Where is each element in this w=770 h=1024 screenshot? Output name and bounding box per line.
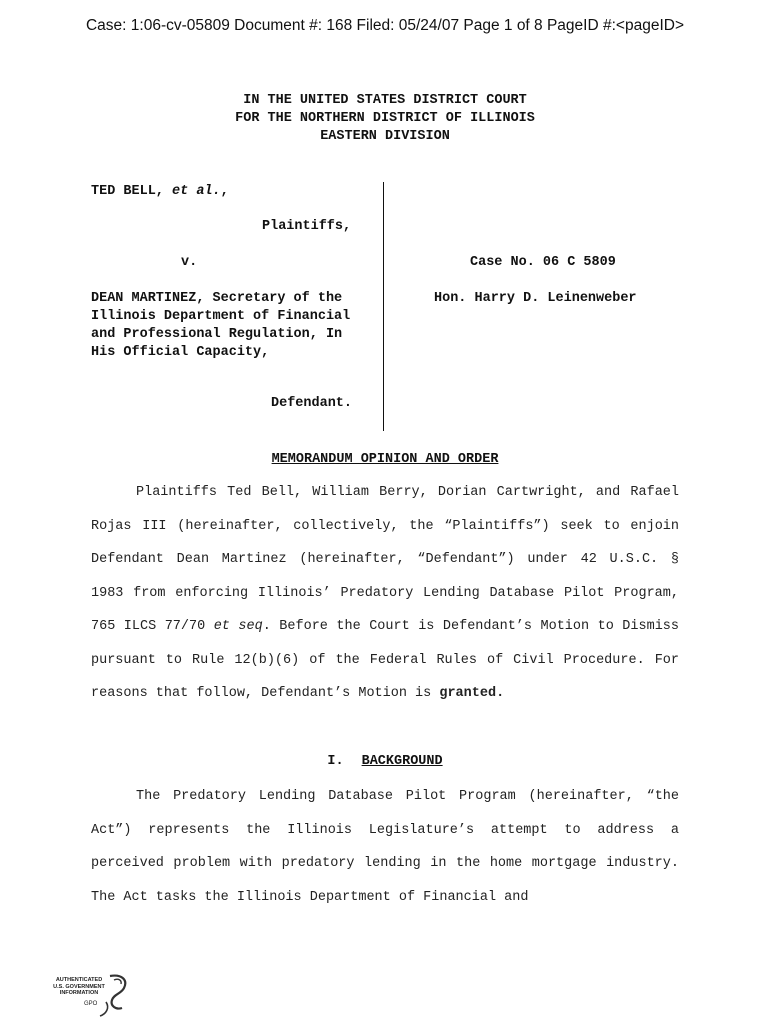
plaintiff-party <box>91 184 229 199</box>
gpo-line-3: INFORMATION <box>59 990 99 996</box>
para1-text-a: Plaintiffs Ted Bell, William Berry, Dorian Cartwright, and Rafael Rojas III (hereinafter, collectively, the “Plaintiffs”) seek to enjoin Defendant Dean Martinez (hereinafter, “Defendant”) under 42 U.S.C. § 1983 from enforcing Illinois’ Predatory Lending Database Pilot Program, 765 ILCS 77/70 <box>91 485 679 634</box>
plaintiffs-label: Plaintiffs, <box>262 219 352 234</box>
para1-text-b: . Before the Court is Defendant’s Motion to Dismiss pursuant to Rule 12(b)(6) of the Federal Rules of Civil Procedure. For reasons that follow, Defendant’s Motion is <box>91 619 679 701</box>
gpo-line-1: AUTHENTICATED <box>55 977 103 983</box>
plaintiff-comma: , <box>220 184 229 199</box>
versus-label: v. <box>181 255 198 270</box>
paragraph-intro <box>91 476 679 711</box>
defendant-party: DEAN MARTINEZ, Secretary of the Illinois Department of Financial and Professional Regulation, In His Official Capacity, <box>91 291 351 360</box>
section-heading <box>0 754 770 769</box>
gpo-authentication-text <box>44 977 114 997</box>
gpo-line-2: U.S. GOVERNMENT <box>53 983 105 990</box>
caption-divider <box>383 182 384 431</box>
para1-granted: granted. <box>439 686 505 701</box>
section-number: I. <box>327 754 344 769</box>
gpo-mark: GPO <box>84 1001 98 1007</box>
plaintiff-etal: et al. <box>172 184 221 199</box>
court-line-2: FOR THE NORTHERN DISTRICT OF ILLINOIS <box>235 111 535 126</box>
judge-name: Hon. Harry D. Leinenweber <box>434 291 637 306</box>
opinion-title: MEMORANDUM OPINION AND ORDER <box>271 452 499 467</box>
case-header: Case: 1:06-cv-05809 Document #: 168 Filed: 05/24/07 Page 1 of 8 PageID #:<pageID> <box>85 17 684 34</box>
court-heading <box>0 92 770 146</box>
court-line-1: IN THE UNITED STATES DISTRICT COURT <box>243 93 527 108</box>
plaintiff-name: TED BELL, <box>91 184 173 199</box>
paragraph-background: The Predatory Lending Database Pilot Program (hereinafter, “the Act”) represents the Illinois Legislature’s attempt to address a perceived problem with predatory lending in the home mortgage industry. The Act tasks the Illinois Department of Financial and <box>91 789 679 905</box>
section-title: BACKGROUND <box>361 754 443 769</box>
defendant-label: Defendant. <box>271 396 353 411</box>
case-number: Case No. 06 C 5809 <box>470 255 616 270</box>
para1-et-seq: et seq <box>213 619 263 634</box>
court-line-3: EASTERN DIVISION <box>320 129 450 144</box>
